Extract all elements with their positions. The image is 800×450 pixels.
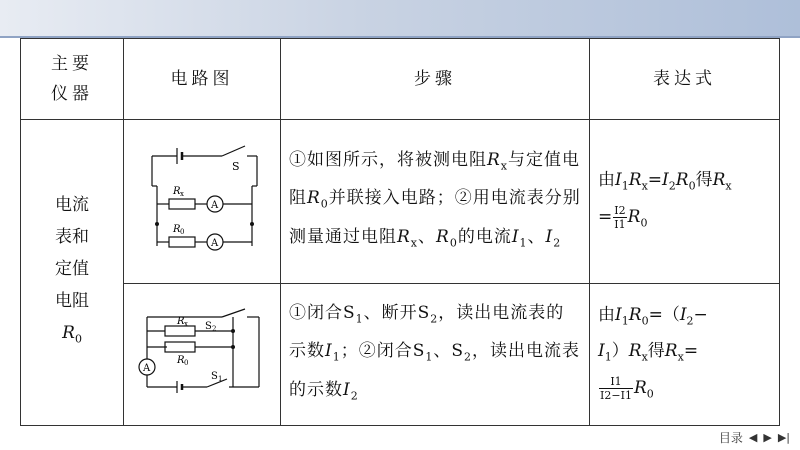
header-steps: 步骤 <box>280 39 589 120</box>
table-row <box>21 284 780 426</box>
methods-table <box>20 38 780 426</box>
steps-parallel: ①如图所示，将被测电阻$R_x$与定值电阻$R_0$并联接入电路；②用电流表分别测量通过电阻$R_x$、$R_0$的电流$I_1$、$I_2$ <box>280 120 589 284</box>
last-arrow-icon[interactable]: ▶| <box>777 431 790 444</box>
svg-text:x: x <box>184 320 188 328</box>
fraction: $\frac{I2}{I1}$ <box>614 203 626 231</box>
next-arrow-icon[interactable]: ▶ <box>763 431 772 444</box>
r0-label-2: R <box>177 355 185 366</box>
svg-text:2: 2 <box>212 325 217 333</box>
rx-label-2: R <box>177 316 185 327</box>
svg-text:0: 0 <box>184 359 189 367</box>
ammeter-2: A <box>211 238 219 249</box>
header-circuit: 电路图 <box>124 39 281 120</box>
rx-label: R <box>173 186 181 197</box>
ammeter-1: A <box>211 200 219 211</box>
table-header-row <box>21 39 780 120</box>
parallel-circuit-svg <box>127 124 277 274</box>
slide-nav <box>719 429 790 446</box>
circuit-diagram-parallel <box>124 120 281 284</box>
svg-text:0: 0 <box>180 228 185 236</box>
r0-label: R <box>173 224 181 235</box>
svg-text:x: x <box>180 190 184 198</box>
steps-switch: ①闭合$S_1$、断开$S_2$，读出电流表的示数$I_1$；②闭合$S_1$、$S_2$，读出电流表的示数$I_2$ <box>280 284 589 426</box>
table-row <box>21 120 780 284</box>
header-instrument: 主要 仪器 <box>21 39 124 120</box>
expression-parallel: 由$I_1R_x=I_2R_0$得$R_x$ = $\frac{I2}{I1}$ $R_0$ <box>590 120 780 284</box>
fraction: $\frac{I1}{I2-I1}$ <box>600 374 632 402</box>
svg-text:1: 1 <box>218 375 223 383</box>
top-banner <box>0 0 800 36</box>
expression-switch: 由$I_1R_0=(I_2-$ $I_1)R_x$得$R_x=$ $\frac{I1}{I2-I1}$ $R_0$ <box>590 284 780 426</box>
s2-label: S <box>205 321 212 332</box>
header-expression: 表达式 <box>590 39 780 120</box>
circuit-diagram-switch <box>124 284 281 426</box>
prev-arrow-icon[interactable]: ◀ <box>748 431 758 444</box>
switch-label: S <box>232 160 240 173</box>
s1-label: S <box>211 371 218 382</box>
toc-link[interactable]: 目录 <box>718 431 743 445</box>
ammeter-3: A <box>143 363 151 374</box>
instrument-cell: 电流 表和 定值 电阻 $R_0$ <box>21 120 124 426</box>
switch-circuit-svg <box>127 287 277 417</box>
